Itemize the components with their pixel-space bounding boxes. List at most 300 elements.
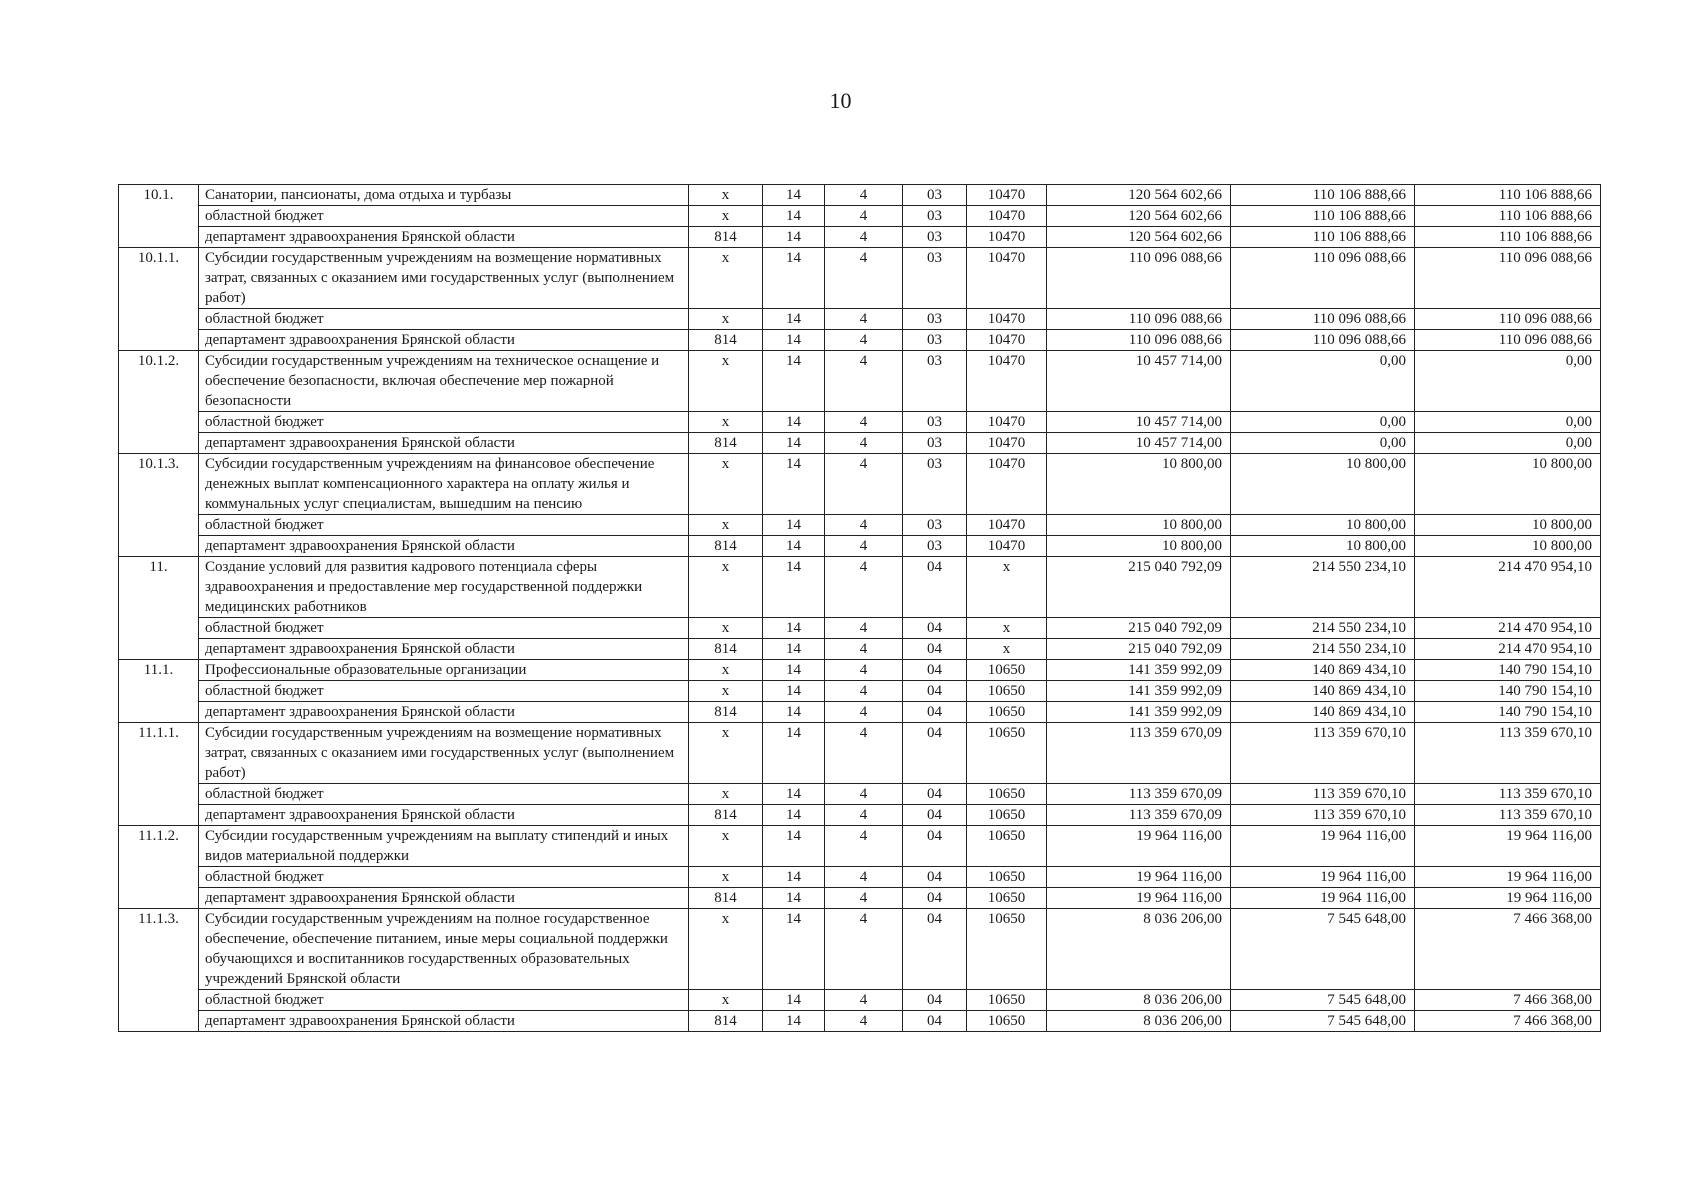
row-program-code: 4 xyxy=(825,990,903,1011)
row-section-code: 14 xyxy=(763,351,825,412)
row-amount-year3: 214 470 954,10 xyxy=(1415,618,1601,639)
row-target-code: 10650 xyxy=(967,990,1047,1011)
row-amount-year1: 19 964 116,00 xyxy=(1047,826,1231,867)
table-row xyxy=(119,1011,1601,1032)
row-section-code: 14 xyxy=(763,805,825,826)
row-name: областной бюджет xyxy=(199,990,689,1011)
table-row xyxy=(119,660,1601,681)
row-section-code: 14 xyxy=(763,639,825,660)
row-amount-year3: 7 466 368,00 xyxy=(1415,909,1601,990)
row-program-code: 4 xyxy=(825,248,903,309)
row-program-code: 4 xyxy=(825,309,903,330)
row-amount-year2: 0,00 xyxy=(1231,433,1415,454)
row-program-code: 4 xyxy=(825,867,903,888)
row-amount-year3: 110 106 888,66 xyxy=(1415,227,1601,248)
table-row xyxy=(119,702,1601,723)
row-amount-year3: 140 790 154,10 xyxy=(1415,702,1601,723)
row-grbs-code: х xyxy=(689,351,763,412)
row-grbs-code: х xyxy=(689,454,763,515)
row-amount-year1: 141 359 992,09 xyxy=(1047,702,1231,723)
row-grbs-code: 814 xyxy=(689,536,763,557)
row-number xyxy=(119,784,199,805)
table-row xyxy=(119,557,1601,618)
row-amount-year1: 113 359 670,09 xyxy=(1047,784,1231,805)
table-row xyxy=(119,990,1601,1011)
row-section-code: 14 xyxy=(763,206,825,227)
row-subprogram-code: 04 xyxy=(903,867,967,888)
table-row xyxy=(119,309,1601,330)
row-amount-year2: 110 106 888,66 xyxy=(1231,206,1415,227)
row-program-code: 4 xyxy=(825,454,903,515)
row-subprogram-code: 04 xyxy=(903,990,967,1011)
row-grbs-code: х xyxy=(689,248,763,309)
row-name: департамент здравоохранения Брянской области xyxy=(199,536,689,557)
row-amount-year2: 110 096 088,66 xyxy=(1231,330,1415,351)
row-target-code: 10650 xyxy=(967,784,1047,805)
table-row xyxy=(119,330,1601,351)
row-section-code: 14 xyxy=(763,826,825,867)
row-amount-year2: 10 800,00 xyxy=(1231,536,1415,557)
row-section-code: 14 xyxy=(763,702,825,723)
row-amount-year2: 110 096 088,66 xyxy=(1231,248,1415,309)
row-grbs-code: 814 xyxy=(689,805,763,826)
table-row xyxy=(119,227,1601,248)
row-program-code: 4 xyxy=(825,330,903,351)
row-program-code: 4 xyxy=(825,412,903,433)
row-amount-year3: 10 800,00 xyxy=(1415,454,1601,515)
row-target-code: 10470 xyxy=(967,515,1047,536)
row-amount-year1: 141 359 992,09 xyxy=(1047,681,1231,702)
row-amount-year2: 140 869 434,10 xyxy=(1231,660,1415,681)
row-number: 11.1.3. xyxy=(119,909,199,990)
row-amount-year2: 140 869 434,10 xyxy=(1231,681,1415,702)
row-grbs-code: 814 xyxy=(689,639,763,660)
row-amount-year2: 140 869 434,10 xyxy=(1231,702,1415,723)
row-program-code: 4 xyxy=(825,536,903,557)
row-number xyxy=(119,618,199,639)
row-amount-year2: 19 964 116,00 xyxy=(1231,888,1415,909)
budget-table-body xyxy=(119,185,1601,1032)
row-grbs-code: х xyxy=(689,867,763,888)
row-amount-year2: 214 550 234,10 xyxy=(1231,639,1415,660)
row-name: областной бюджет xyxy=(199,515,689,536)
row-program-code: 4 xyxy=(825,227,903,248)
row-subprogram-code: 04 xyxy=(903,826,967,867)
row-amount-year3: 7 466 368,00 xyxy=(1415,1011,1601,1032)
row-amount-year1: 8 036 206,00 xyxy=(1047,1011,1231,1032)
row-target-code: 10470 xyxy=(967,351,1047,412)
row-target-code: 10650 xyxy=(967,867,1047,888)
row-amount-year2: 214 550 234,10 xyxy=(1231,557,1415,618)
row-target-code: 10650 xyxy=(967,826,1047,867)
row-name: Субсидии государственным учреждениям на полное государственное обеспечение, обеспечение питанием, иные меры социальной поддержки обучающихся и воспитанников государственных образовательных учреждений Брянской области xyxy=(199,909,689,990)
row-target-code: 10650 xyxy=(967,660,1047,681)
row-section-code: 14 xyxy=(763,723,825,784)
row-amount-year1: 215 040 792,09 xyxy=(1047,557,1231,618)
row-subprogram-code: 04 xyxy=(903,660,967,681)
row-amount-year1: 10 457 714,00 xyxy=(1047,433,1231,454)
row-amount-year1: 215 040 792,09 xyxy=(1047,639,1231,660)
row-amount-year3: 110 106 888,66 xyxy=(1415,206,1601,227)
row-section-code: 14 xyxy=(763,1011,825,1032)
row-amount-year2: 7 545 648,00 xyxy=(1231,909,1415,990)
row-subprogram-code: 03 xyxy=(903,227,967,248)
row-number xyxy=(119,206,199,227)
row-subprogram-code: 04 xyxy=(903,681,967,702)
row-section-code: 14 xyxy=(763,433,825,454)
row-target-code: 10470 xyxy=(967,433,1047,454)
row-grbs-code: х xyxy=(689,826,763,867)
row-amount-year1: 141 359 992,09 xyxy=(1047,660,1231,681)
row-grbs-code: х xyxy=(689,515,763,536)
row-name: департамент здравоохранения Брянской области xyxy=(199,1011,689,1032)
row-grbs-code: 814 xyxy=(689,433,763,454)
table-row xyxy=(119,867,1601,888)
row-subprogram-code: 04 xyxy=(903,723,967,784)
row-program-code: 4 xyxy=(825,206,903,227)
row-grbs-code: 814 xyxy=(689,888,763,909)
row-grbs-code: х xyxy=(689,784,763,805)
row-target-code: 10650 xyxy=(967,805,1047,826)
row-amount-year2: 110 096 088,66 xyxy=(1231,309,1415,330)
row-section-code: 14 xyxy=(763,681,825,702)
row-amount-year1: 113 359 670,09 xyxy=(1047,723,1231,784)
row-target-code: 10470 xyxy=(967,185,1047,206)
row-target-code: х xyxy=(967,557,1047,618)
row-amount-year3: 10 800,00 xyxy=(1415,536,1601,557)
row-program-code: 4 xyxy=(825,681,903,702)
row-program-code: 4 xyxy=(825,433,903,454)
row-program-code: 4 xyxy=(825,702,903,723)
row-grbs-code: х xyxy=(689,618,763,639)
row-subprogram-code: 04 xyxy=(903,639,967,660)
row-number xyxy=(119,227,199,248)
row-amount-year1: 10 457 714,00 xyxy=(1047,351,1231,412)
row-number xyxy=(119,1011,199,1032)
row-target-code: 10470 xyxy=(967,536,1047,557)
row-program-code: 4 xyxy=(825,909,903,990)
row-target-code: 10470 xyxy=(967,309,1047,330)
row-number: 11.1. xyxy=(119,660,199,681)
row-amount-year2: 113 359 670,10 xyxy=(1231,805,1415,826)
row-section-code: 14 xyxy=(763,309,825,330)
row-number xyxy=(119,536,199,557)
row-amount-year3: 0,00 xyxy=(1415,412,1601,433)
row-amount-year2: 0,00 xyxy=(1231,412,1415,433)
row-target-code: 10650 xyxy=(967,888,1047,909)
row-amount-year1: 10 800,00 xyxy=(1047,536,1231,557)
row-amount-year1: 120 564 602,66 xyxy=(1047,206,1231,227)
row-subprogram-code: 03 xyxy=(903,515,967,536)
row-grbs-code: х xyxy=(689,412,763,433)
row-subprogram-code: 04 xyxy=(903,702,967,723)
row-target-code: 10470 xyxy=(967,412,1047,433)
row-name: департамент здравоохранения Брянской области xyxy=(199,702,689,723)
row-target-code: 10470 xyxy=(967,206,1047,227)
row-grbs-code: х xyxy=(689,909,763,990)
row-section-code: 14 xyxy=(763,536,825,557)
row-name: департамент здравоохранения Брянской области xyxy=(199,227,689,248)
table-row xyxy=(119,536,1601,557)
row-subprogram-code: 04 xyxy=(903,909,967,990)
table-row xyxy=(119,826,1601,867)
row-amount-year3: 110 096 088,66 xyxy=(1415,248,1601,309)
row-amount-year3: 7 466 368,00 xyxy=(1415,990,1601,1011)
row-grbs-code: 814 xyxy=(689,1011,763,1032)
row-section-code: 14 xyxy=(763,909,825,990)
row-amount-year1: 110 096 088,66 xyxy=(1047,330,1231,351)
row-subprogram-code: 03 xyxy=(903,248,967,309)
row-amount-year1: 215 040 792,09 xyxy=(1047,618,1231,639)
row-amount-year3: 214 470 954,10 xyxy=(1415,557,1601,618)
row-subprogram-code: 04 xyxy=(903,888,967,909)
row-subprogram-code: 04 xyxy=(903,805,967,826)
row-number xyxy=(119,702,199,723)
row-subprogram-code: 04 xyxy=(903,557,967,618)
row-section-code: 14 xyxy=(763,330,825,351)
row-subprogram-code: 03 xyxy=(903,206,967,227)
row-name: областной бюджет xyxy=(199,784,689,805)
row-amount-year3: 0,00 xyxy=(1415,351,1601,412)
row-subprogram-code: 03 xyxy=(903,351,967,412)
row-subprogram-code: 04 xyxy=(903,784,967,805)
row-section-code: 14 xyxy=(763,557,825,618)
row-amount-year1: 113 359 670,09 xyxy=(1047,805,1231,826)
row-name: департамент здравоохранения Брянской области xyxy=(199,888,689,909)
row-name: областной бюджет xyxy=(199,309,689,330)
row-amount-year2: 7 545 648,00 xyxy=(1231,1011,1415,1032)
table-row xyxy=(119,784,1601,805)
row-amount-year3: 110 096 088,66 xyxy=(1415,309,1601,330)
row-subprogram-code: 04 xyxy=(903,1011,967,1032)
row-amount-year1: 110 096 088,66 xyxy=(1047,309,1231,330)
row-section-code: 14 xyxy=(763,867,825,888)
budget-table xyxy=(118,184,1601,1032)
row-amount-year2: 110 106 888,66 xyxy=(1231,185,1415,206)
row-target-code: 10470 xyxy=(967,248,1047,309)
row-name: областной бюджет xyxy=(199,412,689,433)
row-amount-year1: 10 800,00 xyxy=(1047,454,1231,515)
table-row xyxy=(119,433,1601,454)
row-amount-year1: 110 096 088,66 xyxy=(1047,248,1231,309)
row-amount-year3: 19 964 116,00 xyxy=(1415,826,1601,867)
row-amount-year1: 8 036 206,00 xyxy=(1047,909,1231,990)
row-amount-year3: 113 359 670,10 xyxy=(1415,784,1601,805)
table-row xyxy=(119,185,1601,206)
row-number xyxy=(119,805,199,826)
row-number: 11.1.1. xyxy=(119,723,199,784)
row-amount-year3: 140 790 154,10 xyxy=(1415,660,1601,681)
row-amount-year3: 0,00 xyxy=(1415,433,1601,454)
row-number xyxy=(119,412,199,433)
table-row xyxy=(119,206,1601,227)
row-subprogram-code: 03 xyxy=(903,454,967,515)
row-amount-year2: 10 800,00 xyxy=(1231,454,1415,515)
table-row xyxy=(119,515,1601,536)
row-subprogram-code: 03 xyxy=(903,309,967,330)
row-name: департамент здравоохранения Брянской области xyxy=(199,433,689,454)
table-row xyxy=(119,351,1601,412)
row-section-code: 14 xyxy=(763,618,825,639)
row-amount-year3: 113 359 670,10 xyxy=(1415,723,1601,784)
row-grbs-code: х xyxy=(689,723,763,784)
row-section-code: 14 xyxy=(763,515,825,536)
row-amount-year1: 10 457 714,00 xyxy=(1047,412,1231,433)
row-name: областной бюджет xyxy=(199,867,689,888)
row-target-code: 10470 xyxy=(967,454,1047,515)
row-section-code: 14 xyxy=(763,888,825,909)
row-name: областной бюджет xyxy=(199,618,689,639)
row-grbs-code: 814 xyxy=(689,227,763,248)
row-grbs-code: 814 xyxy=(689,702,763,723)
row-target-code: 10470 xyxy=(967,330,1047,351)
row-program-code: 4 xyxy=(825,784,903,805)
row-amount-year3: 113 359 670,10 xyxy=(1415,805,1601,826)
row-amount-year1: 19 964 116,00 xyxy=(1047,888,1231,909)
row-name: Субсидии государственным учреждениям на выплату стипендий и иных видов материальной поддержки xyxy=(199,826,689,867)
row-number xyxy=(119,515,199,536)
row-amount-year1: 120 564 602,66 xyxy=(1047,185,1231,206)
row-number: 10.1.1. xyxy=(119,248,199,309)
row-program-code: 4 xyxy=(825,639,903,660)
row-number xyxy=(119,433,199,454)
row-section-code: 14 xyxy=(763,227,825,248)
row-name: департамент здравоохранения Брянской области xyxy=(199,639,689,660)
row-subprogram-code: 03 xyxy=(903,412,967,433)
row-amount-year1: 120 564 602,66 xyxy=(1047,227,1231,248)
row-subprogram-code: 03 xyxy=(903,433,967,454)
row-program-code: 4 xyxy=(825,618,903,639)
row-amount-year2: 113 359 670,10 xyxy=(1231,723,1415,784)
row-amount-year2: 0,00 xyxy=(1231,351,1415,412)
table-row xyxy=(119,723,1601,784)
row-number: 11.1.2. xyxy=(119,826,199,867)
row-section-code: 14 xyxy=(763,248,825,309)
row-amount-year3: 19 964 116,00 xyxy=(1415,867,1601,888)
row-amount-year3: 214 470 954,10 xyxy=(1415,639,1601,660)
row-number: 10.1.2. xyxy=(119,351,199,412)
row-program-code: 4 xyxy=(825,723,903,784)
row-program-code: 4 xyxy=(825,557,903,618)
row-target-code: 10650 xyxy=(967,681,1047,702)
row-amount-year2: 10 800,00 xyxy=(1231,515,1415,536)
row-program-code: 4 xyxy=(825,185,903,206)
row-number xyxy=(119,867,199,888)
row-number xyxy=(119,639,199,660)
row-number xyxy=(119,888,199,909)
row-number: 10.1. xyxy=(119,185,199,206)
row-amount-year3: 10 800,00 xyxy=(1415,515,1601,536)
row-amount-year1: 19 964 116,00 xyxy=(1047,867,1231,888)
row-subprogram-code: 03 xyxy=(903,536,967,557)
row-name: департамент здравоохранения Брянской области xyxy=(199,330,689,351)
row-program-code: 4 xyxy=(825,515,903,536)
row-amount-year2: 19 964 116,00 xyxy=(1231,867,1415,888)
row-target-code: х xyxy=(967,618,1047,639)
row-amount-year3: 110 106 888,66 xyxy=(1415,185,1601,206)
row-subprogram-code: 03 xyxy=(903,185,967,206)
row-target-code: 10470 xyxy=(967,227,1047,248)
row-program-code: 4 xyxy=(825,660,903,681)
row-program-code: 4 xyxy=(825,1011,903,1032)
row-grbs-code: 814 xyxy=(689,330,763,351)
row-target-code: х xyxy=(967,639,1047,660)
row-program-code: 4 xyxy=(825,805,903,826)
row-name: Субсидии государственным учреждениям на финансовое обеспечение денежных выплат компенсационного характера на оплату жилья и коммунальных услуг специалистам, вышедшим на пенсию xyxy=(199,454,689,515)
row-grbs-code: х xyxy=(689,185,763,206)
table-row xyxy=(119,618,1601,639)
row-name: Субсидии государственным учреждениям на возмещение нормативных затрат, связанных с оказанием ими государственных услуг (выполнением работ) xyxy=(199,248,689,309)
table-row xyxy=(119,454,1601,515)
row-number: 11. xyxy=(119,557,199,618)
row-program-code: 4 xyxy=(825,826,903,867)
row-grbs-code: х xyxy=(689,557,763,618)
row-name: областной бюджет xyxy=(199,681,689,702)
table-row xyxy=(119,412,1601,433)
row-number xyxy=(119,330,199,351)
row-amount-year3: 110 096 088,66 xyxy=(1415,330,1601,351)
row-section-code: 14 xyxy=(763,185,825,206)
row-number xyxy=(119,681,199,702)
row-amount-year2: 19 964 116,00 xyxy=(1231,826,1415,867)
row-program-code: 4 xyxy=(825,351,903,412)
row-name: Санатории, пансионаты, дома отдыха и турбазы xyxy=(199,185,689,206)
row-grbs-code: х xyxy=(689,681,763,702)
row-number xyxy=(119,990,199,1011)
row-name: Создание условий для развития кадрового потенциала сферы здравоохранения и предоставление мер государственной поддержки медицинских работников xyxy=(199,557,689,618)
page-number: 10 xyxy=(829,88,852,113)
row-amount-year2: 110 106 888,66 xyxy=(1231,227,1415,248)
table-row xyxy=(119,248,1601,309)
row-amount-year3: 140 790 154,10 xyxy=(1415,681,1601,702)
row-amount-year1: 8 036 206,00 xyxy=(1047,990,1231,1011)
table-row xyxy=(119,888,1601,909)
row-amount-year2: 214 550 234,10 xyxy=(1231,618,1415,639)
row-section-code: 14 xyxy=(763,454,825,515)
table-row xyxy=(119,909,1601,990)
row-name: департамент здравоохранения Брянской области xyxy=(199,805,689,826)
row-program-code: 4 xyxy=(825,888,903,909)
row-section-code: 14 xyxy=(763,412,825,433)
row-grbs-code: х xyxy=(689,206,763,227)
table-row xyxy=(119,681,1601,702)
row-section-code: 14 xyxy=(763,784,825,805)
row-section-code: 14 xyxy=(763,660,825,681)
row-amount-year1: 10 800,00 xyxy=(1047,515,1231,536)
row-name: Субсидии государственным учреждениям на возмещение нормативных затрат, связанных с оказанием ими государственных услуг (выполнением работ) xyxy=(199,723,689,784)
row-subprogram-code: 04 xyxy=(903,618,967,639)
row-target-code: 10650 xyxy=(967,909,1047,990)
row-amount-year2: 7 545 648,00 xyxy=(1231,990,1415,1011)
row-name: областной бюджет xyxy=(199,206,689,227)
row-section-code: 14 xyxy=(763,990,825,1011)
row-grbs-code: х xyxy=(689,990,763,1011)
table-row xyxy=(119,639,1601,660)
row-name: Профессиональные образовательные организации xyxy=(199,660,689,681)
row-target-code: 10650 xyxy=(967,702,1047,723)
row-grbs-code: х xyxy=(689,309,763,330)
row-amount-year3: 19 964 116,00 xyxy=(1415,888,1601,909)
row-target-code: 10650 xyxy=(967,723,1047,784)
row-number: 10.1.3. xyxy=(119,454,199,515)
row-subprogram-code: 03 xyxy=(903,330,967,351)
table-row xyxy=(119,805,1601,826)
row-target-code: 10650 xyxy=(967,1011,1047,1032)
row-name: Субсидии государственным учреждениям на техническое оснащение и обеспечение безопасности, включая обеспечение мер пожарной безопасности xyxy=(199,351,689,412)
row-amount-year2: 113 359 670,10 xyxy=(1231,784,1415,805)
row-number xyxy=(119,309,199,330)
row-grbs-code: х xyxy=(689,660,763,681)
